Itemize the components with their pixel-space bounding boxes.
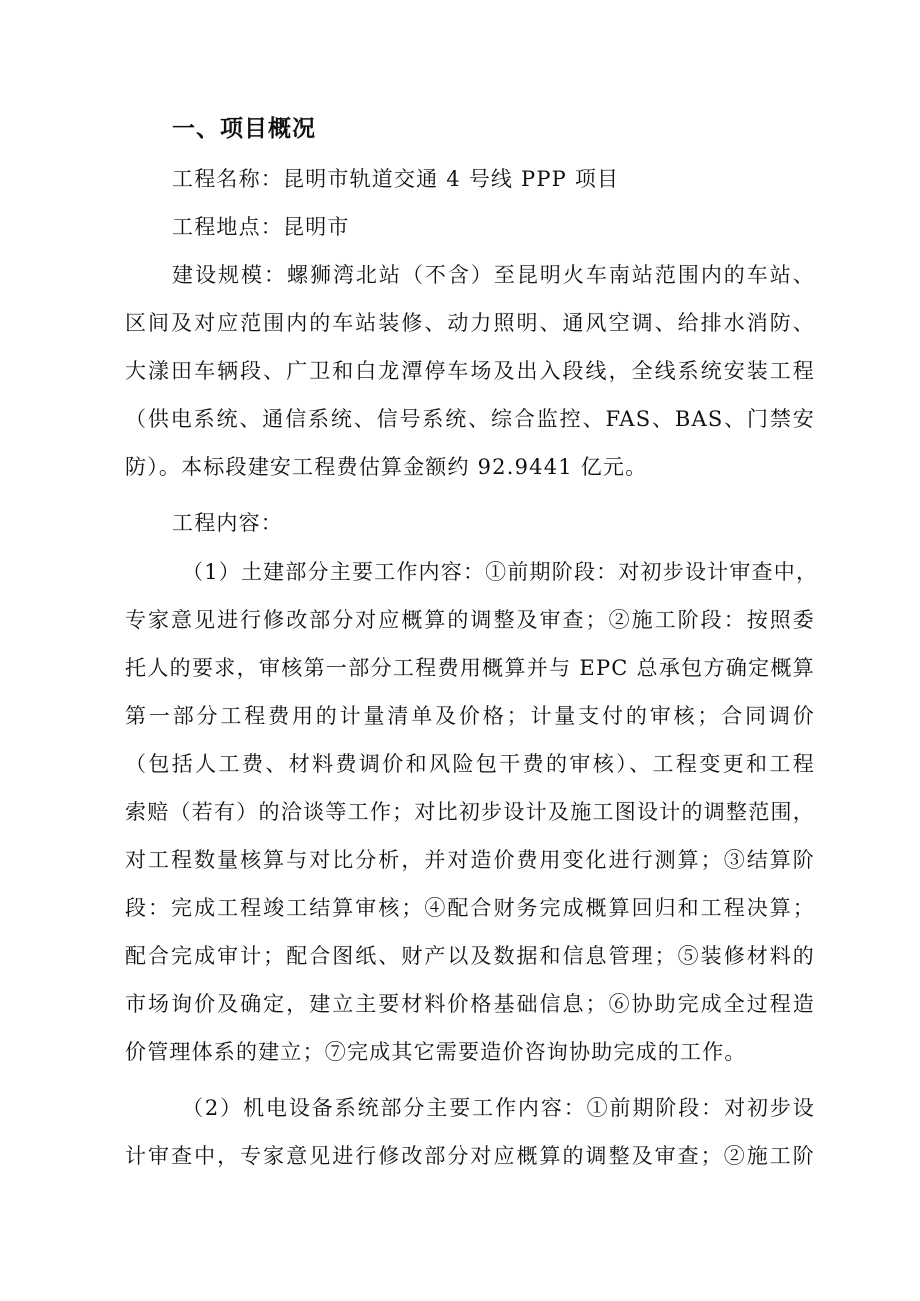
item2-line: 计审查中，专家意见进行修改部分对应概算的调整及审查；②施工阶: [125, 1144, 815, 1168]
item1-line: 对工程数量核算与对比分析，并对造价费用变化进行测算；③结算阶: [125, 848, 815, 872]
item1-line: 托人的要求，审核第一部分工程费用概算并与 EPC 总承包方确定概算: [125, 656, 815, 680]
item2-line: （2）机电设备系统部分主要工作内容：①前期阶段：对初步设: [182, 1096, 815, 1120]
item1-line: 市场询价及确定，建立主要材料价格基础信息；⑥协助完成全过程造: [125, 992, 815, 1016]
item1-line: 专家意见进行修改部分对应概算的调整及审查；②施工阶段：按照委: [125, 608, 815, 632]
section-heading: 一、项目概况: [172, 116, 316, 142]
item1-line: （1）土建部分主要工作内容：①前期阶段：对初步设计审查中，: [182, 560, 819, 584]
scale-line: 防）。本标段建安工程费估算金额约 92.9441 亿元。: [125, 455, 648, 479]
item1-line: 索赔（若有）的洽谈等工作；对比初步设计及施工图设计的调整范围，: [125, 800, 815, 824]
scale-line: （供电系统、通信系统、信号系统、综合监控、FAS、BAS、门禁安: [125, 407, 815, 431]
content-label: 工程内容：: [172, 511, 283, 535]
item1-line: 配合完成审计；配合图纸、财产以及数据和信息管理；⑤装修材料的: [125, 944, 815, 968]
item1-line: 第一部分工程费用的计量清单及价格；计量支付的审核；合同调价: [125, 704, 815, 728]
scale-line: 大漾田车辆段、广卫和白龙潭停车场及出入段线，全线系统安装工程: [125, 359, 815, 383]
project-name: 工程名称：昆明市轨道交通 4 号线 PPP 项目: [172, 167, 620, 191]
item1-line: 段：完成工程竣工结算审核；④配合财务完成概算回归和工程决算；: [125, 896, 815, 920]
scale-line: 区间及对应范围内的车站装修、动力照明、通风空调、给排水消防、: [125, 311, 815, 335]
project-location: 工程地点：昆明市: [172, 215, 350, 239]
item1-line: 价管理体系的建立；⑦完成其它需要造价咨询协助完成的工作。: [125, 1040, 747, 1064]
scale-line: 建设规模：螺狮湾北站（不含）至昆明火车南站范围内的车站、: [172, 263, 815, 287]
item1-line: （包括人工费、材料费调价和风险包干费的审核）、工程变更和工程: [125, 752, 815, 776]
